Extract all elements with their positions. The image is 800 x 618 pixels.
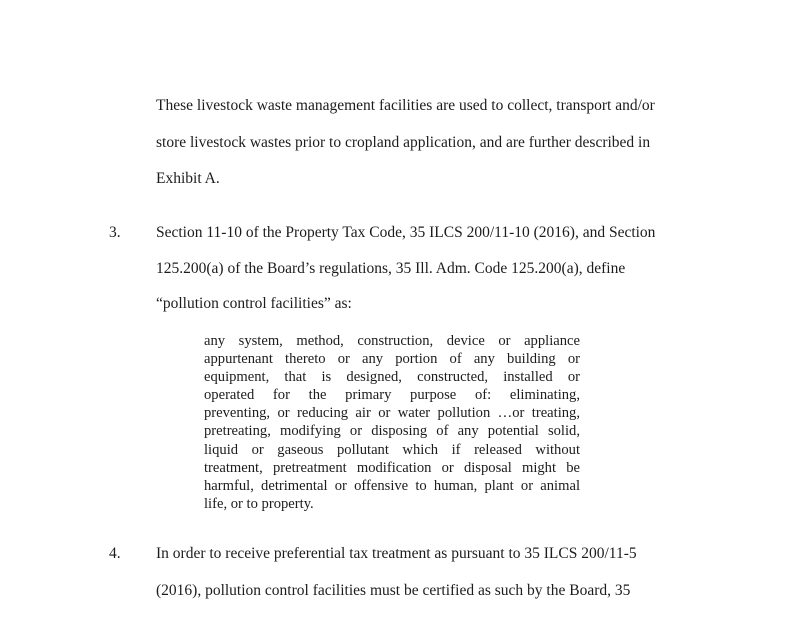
item-4-line-2: (2016), pollution control facilities must be certified as such by the Board, 35 — [156, 582, 631, 599]
intro-line-1: These livestock waste management facilities are used to collect, transport and/or — [156, 97, 655, 114]
item-3-line-2: 125.200(a) of the Board’s regulations, 35 Ill. Adm. Code 125.200(a), define — [156, 260, 626, 277]
item-3-line-1: Section 11-10 of the Property Tax Code, 35 ILCS 200/11-10 (2016), and Section — [156, 224, 656, 241]
item-4-line-1: In order to receive preferential tax treatment as pursuant to 35 ILCS 200/11-5 — [156, 545, 637, 562]
quote-line: harmful, detrimental or offensive to human, plant or animal — [204, 477, 580, 494]
quote-line: any system, method, construction, device or appliance — [204, 333, 580, 349]
quote-line: equipment, that is designed, constructed, installed or — [204, 369, 580, 386]
item-3-number: 3. — [109, 224, 121, 241]
quote-line: preventing, or reducing air or water pollution …or treating, — [204, 405, 580, 422]
quote-line: operated for the primary purpose of: eliminating, — [204, 387, 580, 404]
intro-line-2: store livestock wastes prior to cropland application, and are further described in — [156, 134, 651, 151]
item-3-line-3: “pollution control facilities” as: — [156, 295, 352, 312]
quote-line: pretreating, modifying or disposing of any potential solid, — [204, 423, 580, 440]
quote-line: treatment, pretreatment modification or disposal might be — [204, 459, 580, 476]
block-quote — [204, 332, 580, 513]
quote-line: appurtenant thereto or any portion of any building or — [204, 351, 580, 368]
intro-line-3: Exhibit A. — [156, 170, 220, 187]
quote-line: liquid or gaseous pollutant which if released without — [204, 441, 580, 458]
quote-line: life, or to property. — [204, 495, 314, 512]
item-4-number: 4. — [109, 545, 121, 562]
